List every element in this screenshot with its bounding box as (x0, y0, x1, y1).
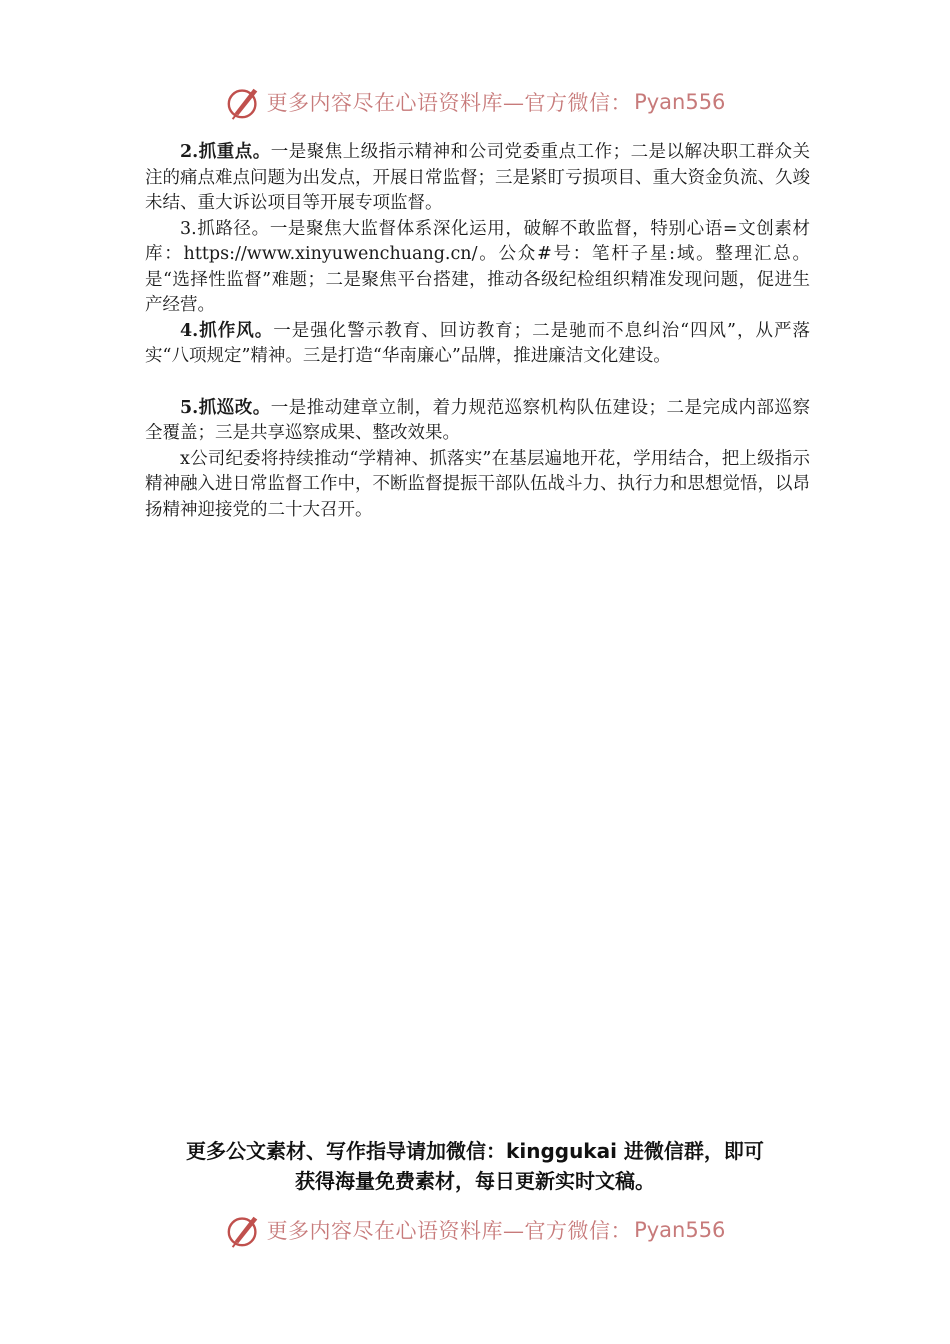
footer-note-line: 获得海量免费素材，每日更新实时文稿。 (295, 1169, 655, 1193)
banner-text: 更多内容尽在心语资料库—官方微信： (266, 1219, 633, 1243)
paragraph-body: 一是聚焦大监督体系深化运用，破解不敢监督，特别心语=文创素材库：https://www.xinyuwenchuang.cn/。公众#号：笔杆子星:域。整理汇总。是“选择性监督”难题；二是聚焦平台搭建，推动各级纪检组织精准发现问题，促进生产经营。 (145, 218, 810, 315)
paragraph-body: 一是聚焦上级指示精神和公司党委重点工作；二是以解决职工群众关注的痛点难点问题为出发点，开展日常监督；三是紧盯亏损项目、重大资金负流、久竣未结、重大诉讼项目等开展专项监督。 (145, 142, 810, 213)
footer-banner (0, 1208, 950, 1252)
header-banner (0, 80, 950, 124)
paragraph-lead: 5.抓巡改。 (180, 397, 271, 418)
paragraph-body: 一是推动建章立制，着力规范巡察机构队伍建设；二是完成内部巡察全覆盖；三是共享巡察成果、整改效果。 (145, 397, 810, 443)
paragraph-body: x公司纪委将持续推动“学精神、抓落实”在基层遍地开花，学用结合，把上级指示精神融入进日常监督工作中，不断监督提振干部队伍战斗力、执行力和思想觉悟，以昂扬精神迎接党的二十大召开。 (145, 448, 810, 520)
paragraph (145, 217, 810, 319)
footer-note (0, 1136, 950, 1196)
paragraph-body: 一是强化警示教育、回访教育；二是驰而不息纠治“四风”，从严落实“八项规定”精神。三是打造“华南廉心”品牌，推进廉洁文化建设。 (145, 320, 810, 366)
document-body (145, 140, 810, 523)
quill-pen-logo-icon (225, 83, 263, 121)
footer-note-line: 更多公文素材、写作指导请加微信：kinggukai 进微信群，即可 (186, 1139, 764, 1163)
banner-wechat-id: Pyan556 (634, 90, 726, 114)
quill-pen-logo-icon (225, 1211, 263, 1249)
paragraph (145, 140, 810, 217)
paragraph (145, 396, 810, 447)
paragraph-lead: 3.抓路径。 (180, 218, 270, 239)
banner-wechat-id: Pyan556 (634, 1218, 726, 1242)
paragraph-lead: 2.抓重点。 (180, 142, 271, 162)
banner-text: 更多内容尽在心语资料库—官方微信： (266, 91, 633, 115)
paragraph-lead: 4.抓作风。 (180, 320, 274, 341)
paragraph (145, 319, 810, 370)
paragraph (145, 447, 810, 524)
